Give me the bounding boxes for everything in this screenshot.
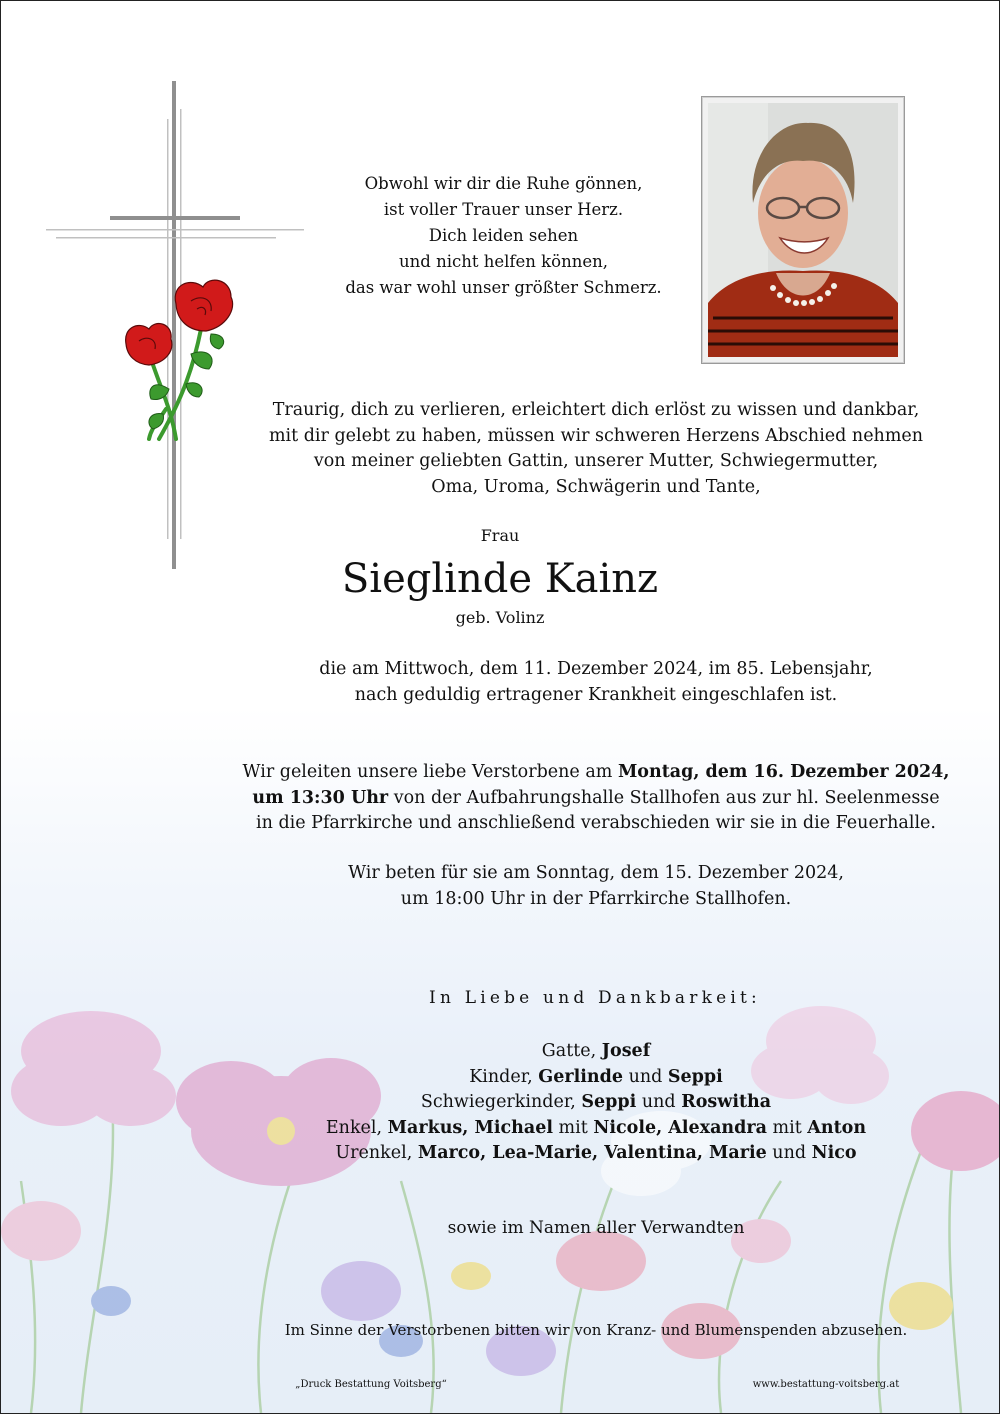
funeral-text: Wir geleiten unsere liebe Verstorbene am xyxy=(242,762,618,782)
mourner-label: Gatte, xyxy=(541,1041,602,1061)
relatives-line: sowie im Namen aller Verwandten xyxy=(447,1218,745,1238)
death-line: nach geduldig ertragener Krankheit eingeschlafen ist. xyxy=(354,685,838,705)
funeral-text: von der Aufbahrungshalle Stallhofen aus zur hl. Seelenmesse xyxy=(388,787,940,808)
mourner-name: Markus, Michael xyxy=(387,1117,553,1138)
mourner-row-children xyxy=(201,1065,991,1091)
printer-credit: „Druck Bestattung Voitsberg“ xyxy=(295,1379,447,1390)
cross-with-roses-icon xyxy=(41,79,311,579)
intro-line: Traurig, dich zu verlieren, erleichtert dich erlöst zu wissen und dankbar, xyxy=(272,400,920,420)
poem-line: und nicht helfen können, xyxy=(399,252,608,271)
mourner-connector: und xyxy=(766,1143,812,1163)
portrait-frame xyxy=(701,96,905,364)
mourner-label: Kinder, xyxy=(469,1066,539,1087)
mourner-name: Roswitha xyxy=(681,1092,772,1112)
salutation: Frau xyxy=(480,526,520,545)
deceased-name: Sieglinde Kainz xyxy=(341,556,659,602)
prayer-info xyxy=(201,861,991,912)
intro-text xyxy=(201,398,991,500)
funeral-time: um 13:30 Uhr xyxy=(252,787,389,808)
mourner-connector: mit xyxy=(552,1117,594,1138)
funeral-date: Montag, dem 16. Dezember 2024, xyxy=(617,762,950,782)
donation-request: Im Sinne der Verstorbenen bitten wir von Kranz- und Blumenspenden abzusehen. xyxy=(284,1321,908,1339)
thanks-heading: In Liebe und Dankbarkeit: xyxy=(429,988,761,1008)
mourners-list xyxy=(201,1039,991,1167)
poem xyxy=(331,171,676,301)
funeral-line-1 xyxy=(201,760,991,786)
mourner-label: Urenkel, xyxy=(335,1143,418,1163)
mourner-name: Seppi xyxy=(667,1066,723,1087)
mourner-row-great-grandchildren xyxy=(201,1141,991,1167)
prayer-line: Wir beten für sie am Sonntag, dem 15. Dezember 2024, xyxy=(348,863,844,883)
mourner-label: Schwiegerkinder, xyxy=(420,1092,582,1112)
funeral-line-3: in die Pfarrkirche und anschließend verabschieden wir sie in die Feuerhalle. xyxy=(256,813,936,833)
mourner-name: Nicole, Alexandra xyxy=(593,1117,767,1138)
mourner-name: Anton xyxy=(807,1117,867,1138)
funeral-line-2 xyxy=(201,786,991,812)
mourner-name: Nico xyxy=(811,1143,857,1163)
mourner-label: Enkel, xyxy=(325,1117,388,1138)
mourner-name: Gerlinde xyxy=(538,1066,623,1087)
poem-line: Dich leiden sehen xyxy=(428,226,579,245)
poem-line: das war wohl unser größter Schmerz. xyxy=(345,278,662,297)
mourner-connector: und xyxy=(636,1092,682,1112)
mourner-row-spouse xyxy=(201,1039,991,1065)
poem-line: Obwohl wir dir die Ruhe gönnen, xyxy=(364,174,643,193)
death-notice xyxy=(201,656,991,708)
mourner-connector: mit xyxy=(766,1117,808,1138)
poem-line: ist voller Trauer unser Herz. xyxy=(383,200,624,219)
death-line: die am Mittwoch, dem 11. Dezember 2024, im 85. Lebensjahr, xyxy=(319,659,873,679)
maiden-name: geb. Volinz xyxy=(455,608,545,627)
funeral-info xyxy=(201,760,991,837)
mourner-name: Marco, Lea-Marie, Valentina, Marie xyxy=(417,1143,767,1163)
portrait-photo xyxy=(708,103,898,357)
website-link[interactable]: www.bestattung-voitsberg.at xyxy=(752,1379,900,1390)
mourner-row-grandchildren xyxy=(201,1116,991,1142)
intro-line: mit dir gelebt zu haben, müssen wir schweren Herzens Abschied nehmen xyxy=(268,425,924,446)
mourner-name: Seppi xyxy=(581,1092,637,1112)
mourner-connector: und xyxy=(623,1066,668,1087)
mourner-name: Josef xyxy=(601,1041,651,1061)
intro-line: von meiner geliebten Gattin, unserer Mutter, Schwiegermutter, xyxy=(313,451,879,471)
prayer-line: um 18:00 Uhr in der Pfarrkirche Stallhofen. xyxy=(400,888,792,909)
intro-line: Oma, Uroma, Schwägerin und Tante, xyxy=(431,476,761,497)
mourner-row-in-laws xyxy=(201,1090,991,1116)
